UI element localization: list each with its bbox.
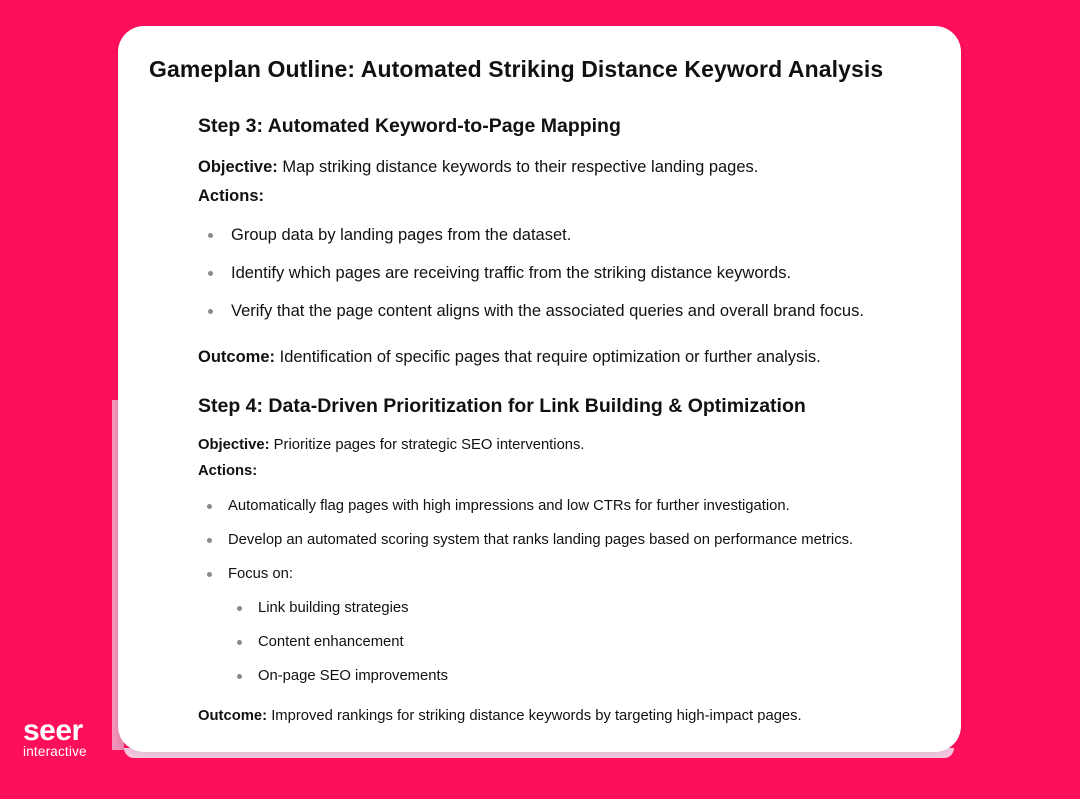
list-item: Content enhancement bbox=[228, 633, 938, 651]
logo-subtitle: interactive bbox=[23, 744, 87, 759]
logo-wordmark: seer bbox=[23, 714, 83, 747]
list-item: Identify which pages are receiving traffic from the striking distance keywords. bbox=[198, 263, 938, 283]
step-4-heading: Step 4: Data-Driven Prioritization for Link Building & Optimization bbox=[198, 395, 806, 417]
step-3-objective bbox=[198, 157, 938, 177]
step-4-actions-list bbox=[198, 497, 938, 685]
step-4-section bbox=[198, 395, 938, 725]
bullet-icon bbox=[207, 504, 212, 509]
objective-text: Map striking distance keywords to their respective landing pages. bbox=[282, 158, 759, 176]
bullet-icon bbox=[207, 572, 212, 577]
bullet-icon bbox=[208, 233, 213, 238]
objective-label: Objective: bbox=[198, 158, 278, 176]
bullet-icon bbox=[207, 538, 212, 543]
step-4-actions-label: Actions: bbox=[198, 463, 258, 479]
step-3-section bbox=[198, 115, 938, 367]
objective-text: Prioritize pages for strategic SEO interventions. bbox=[273, 437, 585, 453]
step-4-objective bbox=[198, 436, 938, 454]
outcome-text: Identification of specific pages that require optimization or further analysis. bbox=[279, 348, 821, 366]
list-item: Automatically flag pages with high impressions and low CTRs for further investigation. bbox=[198, 497, 938, 515]
focus-sublist bbox=[228, 599, 938, 685]
bullet-icon bbox=[208, 271, 213, 276]
bullet-icon bbox=[237, 640, 242, 645]
step-3-actions-list bbox=[198, 225, 938, 321]
bullet-icon bbox=[237, 606, 242, 611]
seer-interactive-logo bbox=[23, 714, 87, 759]
step-3-outcome bbox=[198, 347, 938, 367]
list-item: Link building strategies bbox=[228, 599, 938, 617]
outcome-label: Outcome: bbox=[198, 348, 276, 366]
step-4-outcome bbox=[198, 707, 938, 725]
bullet-icon bbox=[237, 674, 242, 679]
step-3-heading: Step 3: Automated Keyword-to-Page Mapping bbox=[198, 115, 621, 137]
list-item: On-page SEO improvements bbox=[228, 667, 938, 685]
list-item: Develop an automated scoring system that ranks landing pages based on performance metrics. bbox=[198, 531, 938, 549]
list-item: Verify that the page content aligns with the associated queries and overall brand focus. bbox=[198, 301, 938, 321]
objective-label: Objective: bbox=[198, 437, 270, 453]
step-3-actions-label: Actions: bbox=[198, 187, 264, 205]
bullet-icon bbox=[208, 309, 213, 314]
list-item: Focus on: Link building strategies Content enhancement On-page SEO improvements bbox=[198, 565, 938, 685]
outcome-text: Improved rankings for striking distance keywords by targeting high-impact pages. bbox=[271, 708, 802, 724]
content-card bbox=[118, 26, 961, 752]
page-title: Gameplan Outline: Automated Striking Distance Keyword Analysis bbox=[149, 56, 884, 82]
list-item: Group data by landing pages from the dataset. bbox=[198, 225, 938, 245]
outcome-label: Outcome: bbox=[198, 708, 268, 724]
